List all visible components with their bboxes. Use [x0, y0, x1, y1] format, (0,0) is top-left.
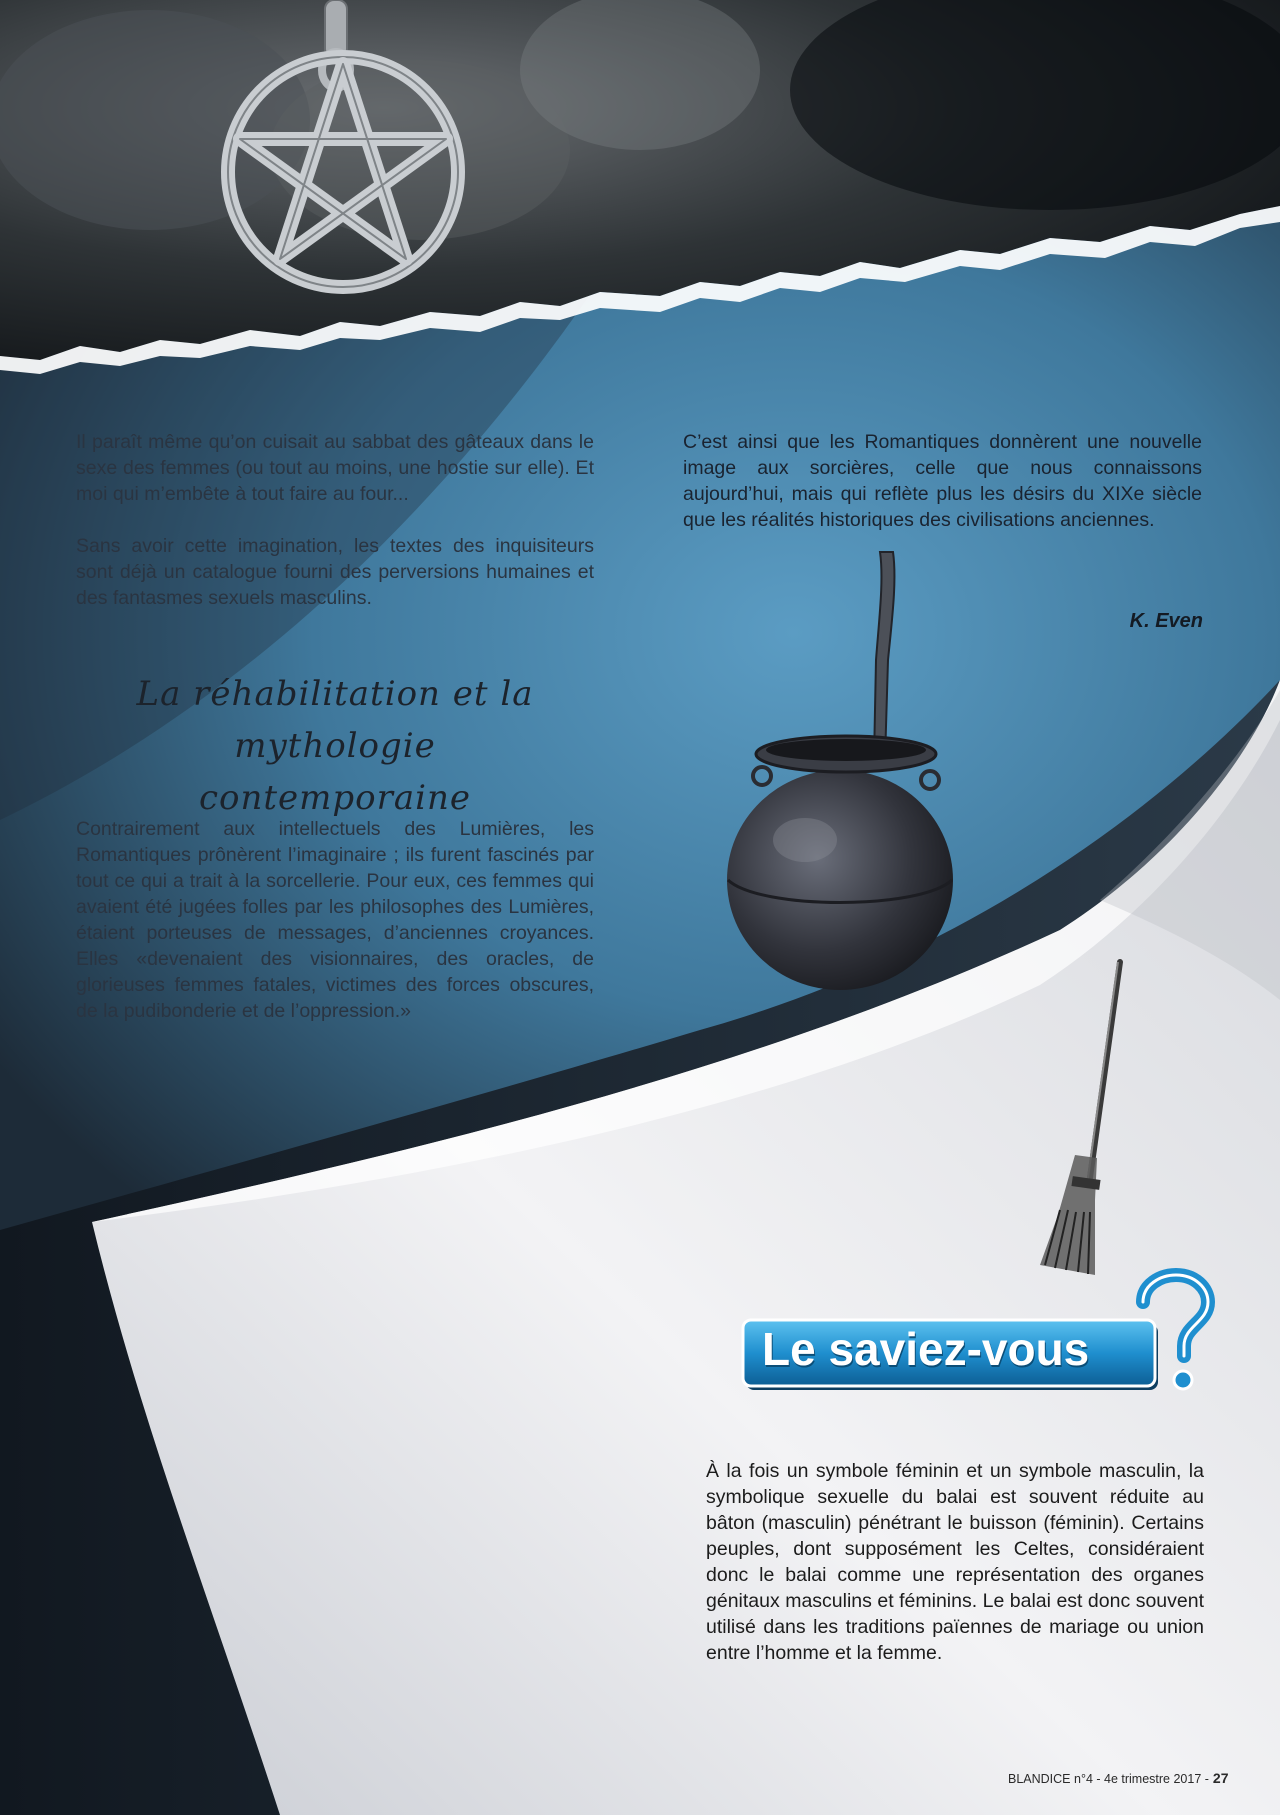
article-paragraph: Contrairement aux intellectuels des Lumières, les Romantiques prônèrent l’imaginaire ; ils furent fascinés par tout ce qui a trait à la sorcellerie. Pour eux, ces femmes qui avaient été jugées folles par les philosophes des Lumières, étaient porteuses de messages, d’anciennes croyances. Elles «devenaient des visionnaires, des oracles, de glorieuses femmes fatales, victimes des forces obscures, de la pudibonderie et de l’oppression.»	[76, 818, 594, 1022]
section-heading-line: contemporaine	[198, 778, 472, 818]
article-paragraph: Sans avoir cette imagination, les textes des inquisiteurs sont déjà un catalogue fourni des perversions humaines et des fantasmes sexuels masculins.	[76, 535, 594, 609]
article-right-column	[683, 429, 1202, 559]
did-you-know-text	[706, 1458, 1204, 1692]
article-left-column	[76, 429, 594, 637]
author-signature: K. Even	[1129, 610, 1203, 632]
footer-issue: BLANDICE n°4 - 4e trimestre 2017 -	[1008, 1772, 1209, 1786]
article-left-column-2	[76, 816, 594, 1050]
article-paragraph: C’est ainsi que les Romantiques donnèrent une nouvelle image aux sorcières, celle que nous connaissons aujourd’hui, mais qui reflète plus les désirs du XIXe siècle que les réalités historiques des civilisations anciennes.	[683, 431, 1202, 531]
badge-label: Le saviez-vous	[762, 1323, 1090, 1375]
page-footer	[1008, 1770, 1229, 1786]
page-number: 27	[1212, 1770, 1229, 1786]
article-paragraph: Il paraît même qu’on cuisait au sabbat des gâteaux dans le sexe des femmes (ou tout au moins, une hostie sur elle). Et moi qui m’embête à tout faire au four...	[76, 431, 594, 505]
section-heading-line: La réhabilitation et la mythologie	[136, 674, 534, 766]
sidebar-paragraph: À la fois un symbole féminin et un symbole masculin, la symbolique sexuelle du balai est souvent réduite au bâton (masculin) pénétrant le buisson (féminin). Certains peuples, dont supposément les Celtes, considéraient donc le balai comme une représentation des organes génitaux masculins et féminins. Le balai est donc souvent utilisé dans les traditions païennes de mariage ou union entre l’homme et la femme.	[706, 1460, 1204, 1664]
section-heading	[76, 668, 594, 824]
